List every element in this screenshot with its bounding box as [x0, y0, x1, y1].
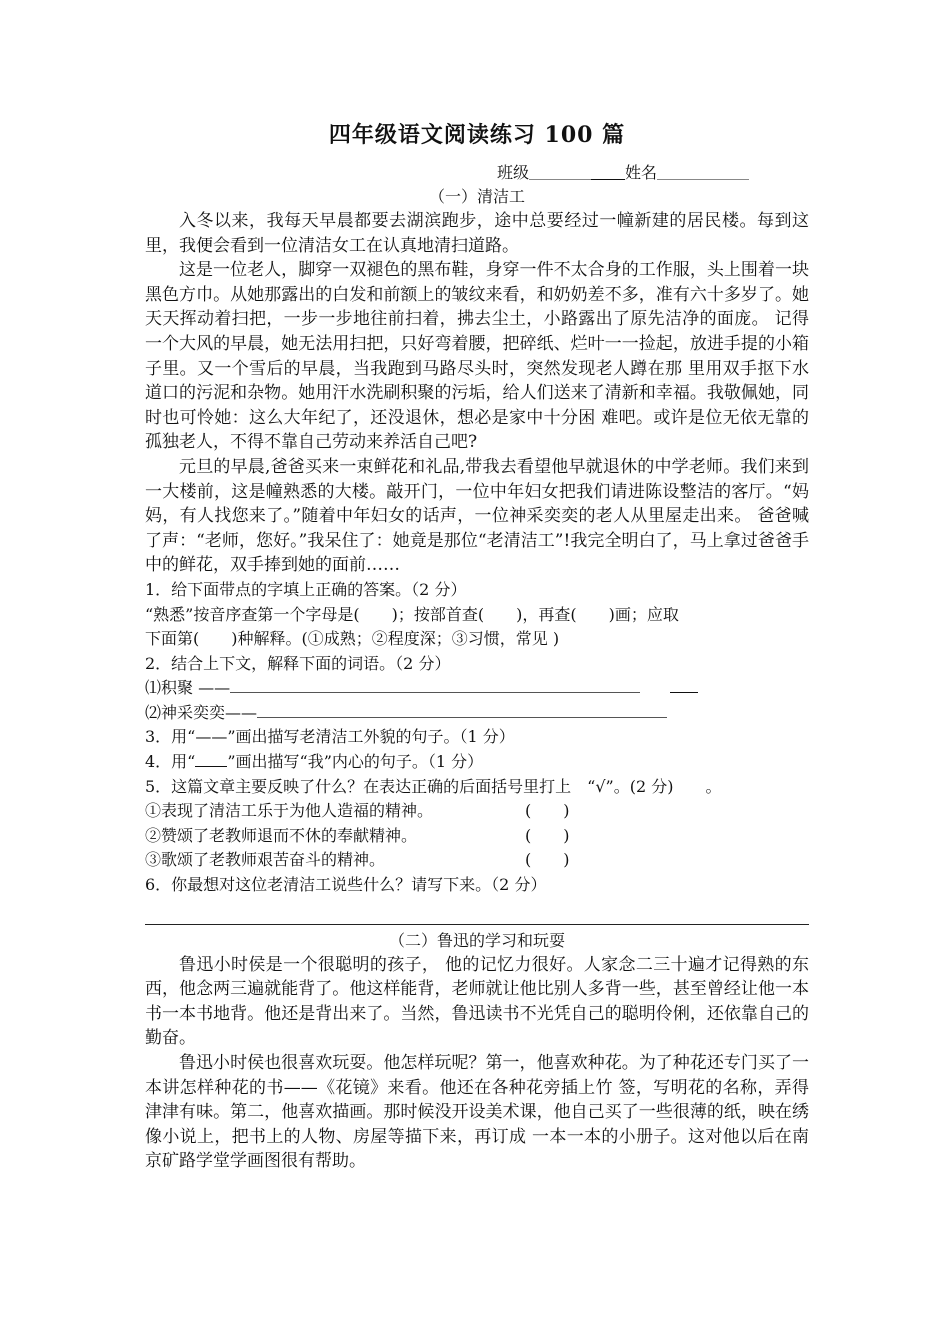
name-label: 姓名	[625, 163, 658, 182]
document-content	[145, 118, 809, 1174]
underline-sample	[195, 752, 227, 767]
section2-heading: （二）鲁迅的学习和玩耍	[388, 930, 565, 950]
question-1-detail: “熟悉”按音序查第一个字母是( )；按部首查( )，再查( )画；应取	[145, 604, 679, 624]
question-4-text-pre: 4．用“	[145, 752, 196, 772]
question-2-item-b	[145, 701, 809, 726]
section1-heading: （一）清洁工	[428, 187, 525, 206]
answer-line-a[interactable]	[230, 678, 640, 693]
question-4-text-post: ”画出描写“我”内心的句子。（1 分）	[227, 752, 484, 772]
document-title: 四年级语文阅读练习 100 篇	[328, 122, 626, 148]
question-2-item-a	[145, 676, 809, 701]
question-2: 2．结合上下文，解释下面的词语。（2 分）	[145, 653, 451, 673]
question-5: 5．这篇文章主要反映了什么？在表达正确的后面括号里打上 “√”。(2 分) 。	[145, 776, 722, 796]
section-divider	[145, 924, 809, 925]
section2-paragraph: 鲁迅小时侯也很喜欢玩耍。他怎样玩呢？第一，他喜欢种花。为了种花还专门买了一本讲怎样种花的书——《花镜》来看。他还在各种花旁插上竹 签，写明花的名称，弄得津津有味。第二，他喜欢描画。那时候没开设美术课，他自己买了一些很薄的纸，映在绣像小说上，把书上的人物、房屋等描下来，再订成 一本一本的小册子。这对他以后在南京矿路学堂学画图很有帮助。	[145, 1053, 809, 1172]
class-blank-2[interactable]	[591, 163, 625, 180]
answer-line-b[interactable]	[257, 703, 667, 718]
section1-paragraph: 入冬以来，我每天早晨都要去湖滨跑步，途中总要经过一幢新建的居民楼。每到这里，我便会看到一位清洁女工在认真地清扫道路。	[145, 211, 809, 256]
question-3: 3．用“——”画出描写老清洁工外貌的句子。（1 分）	[145, 727, 515, 747]
class-blank[interactable]	[529, 163, 591, 180]
option-row	[145, 848, 809, 873]
answer-bracket[interactable]: ( )	[525, 801, 570, 821]
class-name-line	[145, 161, 809, 185]
answer-bracket[interactable]: ( )	[525, 825, 570, 845]
section1-paragraph: 元旦的早晨,爸爸买来一束鲜花和礼品,带我去看望他早就退休的中学老师。我们来到一大楼前，这是幢熟悉的大楼。敲开门，一位中年妇女把我们请进陈设整洁的客厅。“妈妈，有人找您来了。”随着中年妇女的话声，一位神采奕奕的老人从里屋走出来。 爸爸喊了声：“老师，您好。”我呆住了：她竟是那位“老清洁工”!我完全明白了，马上拿过爸爸手中的鲜花，双手捧到她的面前……	[145, 456, 809, 576]
answer-bracket[interactable]: ( )	[525, 850, 570, 870]
question-1: 1．给下面带点的字填上正确的答案。（2 分）	[145, 579, 467, 599]
question-1-detail: 下面第( )种解释。(①成熟；②程度深；③习惯，常见 )	[145, 629, 560, 649]
class-label: 班级	[497, 163, 530, 182]
section2-paragraph: 鲁迅小时侯是一个很聪明的孩子， 他的记忆力很好。人家念二三十遍才记得熟的东西，他念两三遍就能背了。他这样能背，老师就让他比别人多背一些，甚至曾经让他一本书一本书地背。他还是背出来了。当然，鲁迅读书不光凭自己的聪明伶俐，还依靠自己的勤奋。	[145, 954, 809, 1049]
option-text: ③歌颂了老教师艰苦奋斗的精神。	[145, 850, 386, 870]
name-blank[interactable]	[657, 163, 749, 180]
answer-line-a-extra[interactable]	[670, 678, 698, 693]
option-text: ①表现了清洁工乐于为他人造福的精神。	[145, 801, 434, 821]
question-2-term-a: ⑴积聚 ——	[145, 678, 231, 698]
section1-paragraph: 这是一位老人，脚穿一双褪色的黑布鞋，身穿一件不太合身的工作服，头上围着一块黑色方巾。从她那露出的白发和前额上的皱纹来看，和奶奶差不多，准有六十多岁了。她天天挥动着扫把，一步一步地往前扫着，拂去尘土，小路露出了原先洁净的面庞。 记得一个大风的早晨，她无法用扫把，只好弯着腰，把碎纸、烂叶一一捡起，放进手提的小箱子里。又一个雪后的早晨，当我跑到马路尽头时，突然发现老人蹲在那 里用双手抠下水道口的污泥和杂物。她用汗水洗刷积聚的污垢，给人们送来了清新和幸福。我敬佩她，同时也可怜她：这么大年纪了，还没退休，想必是家中十分困 难吧。或许是位无依无靠的孤独老人，不得不靠自己劳动来养活自己吧?	[145, 260, 809, 453]
option-text: ②赞颂了老教师退而不休的奉献精神。	[145, 825, 418, 845]
question-4	[145, 750, 809, 775]
option-row	[145, 799, 809, 824]
question-2-term-b: ⑵神采奕奕——	[145, 702, 258, 722]
question-6: 6．你最想对这位老清洁工说些什么？请写下来。（2 分）	[145, 875, 547, 895]
option-row	[145, 824, 809, 849]
